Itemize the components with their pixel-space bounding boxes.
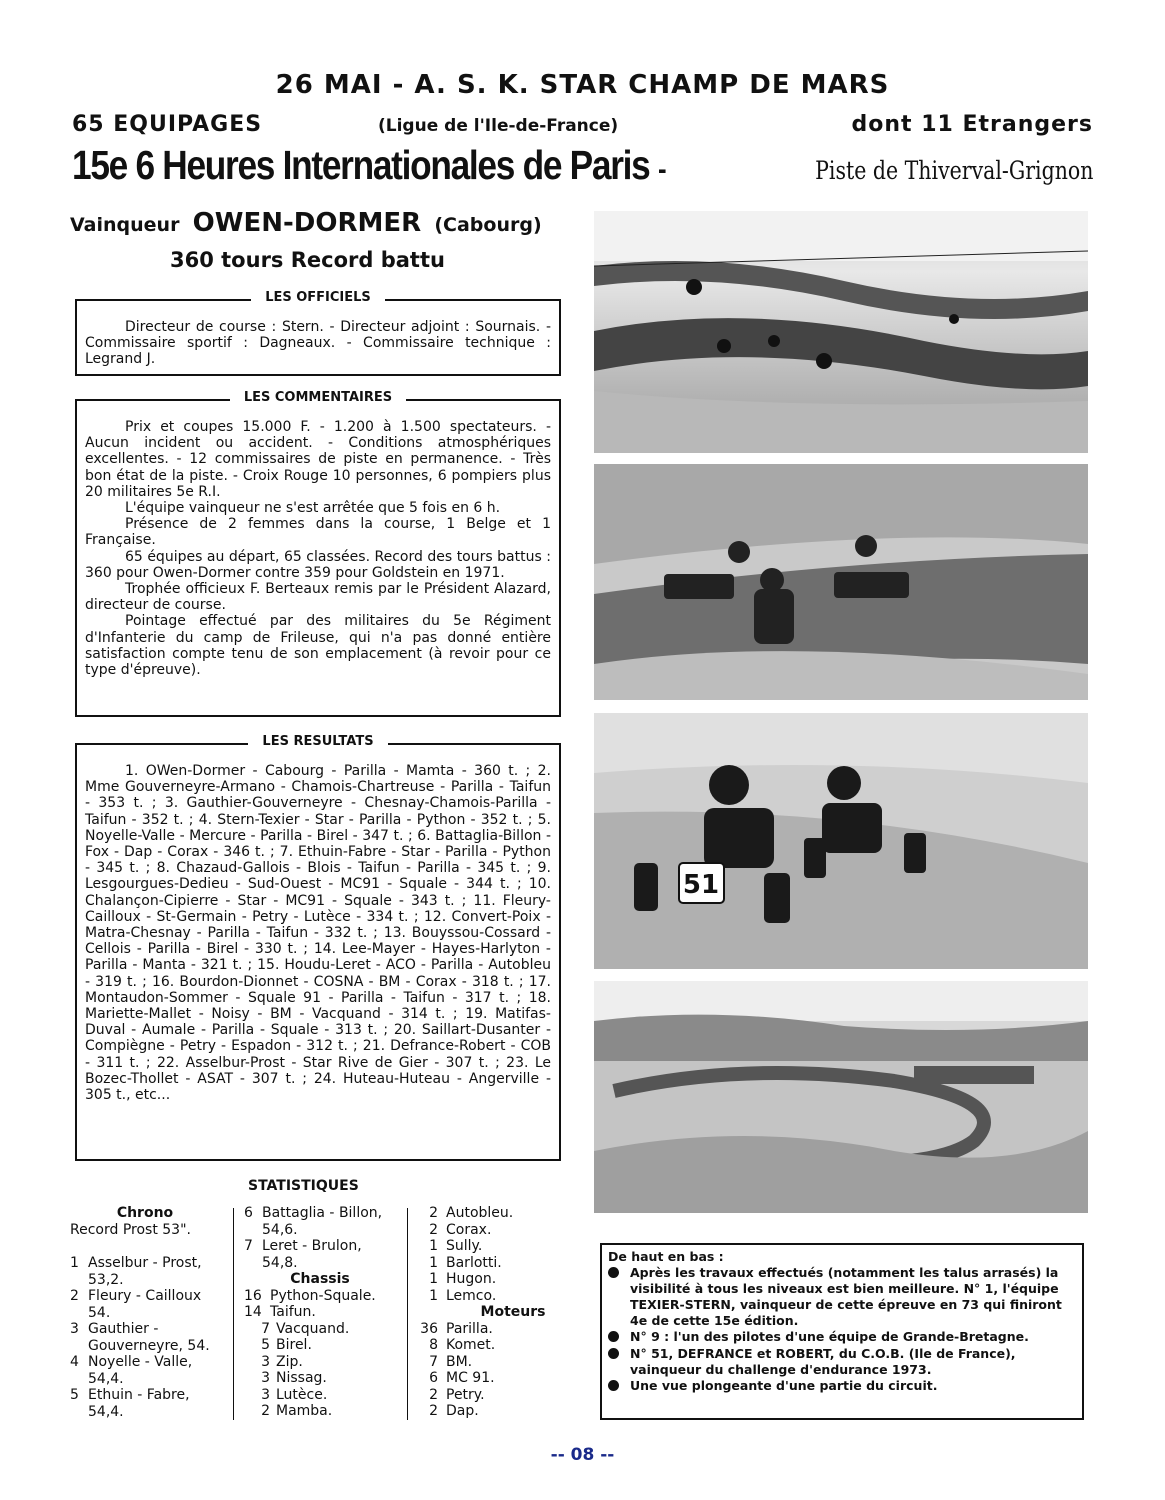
chassis-item: 5 Birel. — [261, 1337, 312, 1353]
caption-item: Après les travaux effectués (notamment les talus arrasés) la visibilité à tous les niveaux est bien meilleure. N° 1, l'équipe TEXIER-STERN, vainqueur de cette épreuve en 73 qui finiront 4e de cette 15e édition. — [608, 1265, 1076, 1329]
header-etrangers: dont 11 Etrangers — [851, 112, 1093, 137]
chassis-item: 3 Nissag. — [261, 1370, 327, 1386]
winner-line: Vainqueur OWEN-DORMER (Cabourg) — [70, 208, 542, 238]
chrono-title: Chrono — [116, 1205, 174, 1221]
chassis-item: 3 Zip. — [261, 1353, 303, 1370]
moteur-item: 8 Komet. — [429, 1337, 496, 1353]
photo-two-karts-bend — [594, 464, 1088, 700]
bullet-icon — [608, 1331, 619, 1342]
caption-title: De haut en bas : — [608, 1249, 724, 1264]
commentaire-paragraph: Trophée officieux F. Berteaux remis par le Président Alazard, directeur de course. — [85, 581, 551, 614]
header-ligue: (Ligue de l'Ile-de-France) — [378, 116, 619, 136]
commentaires-box — [75, 390, 561, 717]
stats-col-middle — [244, 1205, 396, 1420]
chrono-item: 5 Ethuin - Fabre, 54,4. — [70, 1387, 190, 1420]
commentaire-paragraph: Présence de 2 femmes dans la course, 1 Belge et 1 Française. — [85, 516, 551, 549]
stats-col-right — [418, 1205, 568, 1420]
officiels-box — [75, 290, 561, 376]
bullet-icon — [608, 1267, 619, 1278]
commentaires-title: LES COMMENTAIRES — [230, 390, 406, 405]
resultats-title: LES RESULTATS — [248, 734, 387, 749]
chassis-item: 7 Vacquand. — [261, 1320, 350, 1337]
moteurs-title: Moteurs — [480, 1304, 546, 1320]
chrono-record: Record Prost 53". — [70, 1221, 191, 1238]
chrono-item: 1 Asselbur - Prost, 53,2. — [70, 1255, 202, 1288]
chrono-item: 7 Leret - Brulon, 54,8. — [244, 1238, 362, 1271]
chassis-item: 1 Sully. — [429, 1238, 483, 1254]
photo-track-overview — [594, 211, 1088, 453]
caption-item: N° 9 : l'un des pilotes d'une équipe de Grande-Bretagne. — [608, 1329, 1076, 1346]
chassis-title: Chassis — [290, 1271, 350, 1287]
chassis-item: 2 Mamba. — [261, 1403, 333, 1419]
moteur-item: 2 Dap. — [429, 1403, 479, 1419]
chrono-item: 4 Noyelle - Valle, 54,4. — [70, 1354, 193, 1387]
commentaire-paragraph: L'équipe vainqueur ne s'est arrêtée que 5 fois en 6 h. — [125, 500, 501, 517]
chassis-item: 2 Corax. — [429, 1221, 492, 1238]
photo-caption-box — [600, 1243, 1084, 1420]
moteur-item: 2 Petry. — [429, 1386, 485, 1403]
moteur-item: 6 MC 91. — [429, 1370, 495, 1386]
chrono-item: 6 Battaglia - Billon, 54,6. — [244, 1205, 383, 1238]
commentaire-paragraph: Prix et coupes 15.000 F. - 1.200 à 1.500 spectateurs. - Aucun incident ou accident. - Conditions atmosphériques excellentes. - 12 commissaires de piste en permanence. - Très bon état de la piste. - Croix Rouge 10 personnes, 6 pompiers plus 20 militaires 5e R.I. — [85, 419, 551, 500]
page-number: -- 08 -- — [550, 1445, 615, 1465]
commentaire-paragraph: Pointage effectué par des militaires du 5e Régiment d'Infanterie du camp de Frileuse, qui n'a pas donné entière satisfaction compte tenu de son emplacement (à revoir pour ce type d'épreuve). — [85, 613, 551, 679]
resultats-text: 1. OWen-Dormer - Cabourg - Parilla - Mamta - 360 t. ; 2. Mme Gouverneyre-Armano - Chamois-Chartreuse - Parilla - Taifun - 353 t. ; 3. Gauthier-Gouverneyre - Chesnay-Chamois-Parilla - Taifun - 352 t. ; 4. Stern-Texier - Star - Parilla - Python - 352 t. ; 5. Noyelle-Valle - Mercure - Parilla - Birel - 347 t. ; 6. Battaglia-Billon - Fox - Dap - Corax - 346 t. ; 7. Ethuin-Fabre - Star - Parilla - Python - 345 t. ; 8. Chazaud-Gallois - Blois - Taifun - Parilla - 345 t. ; 9. Lesgourgues-Dedieu - Sud-Ouest - MC91 - Squale - 344 t. ; 10. Chalançon-Cipierre - Star - MC91 - Squale - 343 t. ; 11. Fleury-Cailloux - St-Germain - Petry - Lutèce - 334 t. ; 12. Convert-Poix - Matra-Chesnay - Parilla - Taifun - 332 t. ; 13. Bouyssou-Cossard - Cellois - Parilla - Birel - 330 t. ; 14. Lee-Mayer - Hayes-Harlyton - Parilla - Manta - 321 t. ; 15. Houdu-Leret - ACO - Parilla - Autobleu - 319 t. ; 16. Bourdon-Dionnet - COSNA - BM - Corax - 318 t. ; 17. Montaudon-Sommer - Squale 91 - Parilla - Taifun - 317 t. ; 18. Mariette-Mallet - Noisy - BM - Vacquand - 314 t. ; 19. Matifas-Duval - Aumale - Parilla - Squale - 313 t. ; 20. Saillart-Dusanter - Compiègne - Petry - Espadon - 312 t. ; 21. Defrance-Robert - COB - 311 t. ; 22. Asselbur-Prost - Star Rive de Gier - 307 t. ; 23. Le Bozec-Thollet - ASAT - 307 t. ; 24. Huteau-Huteau - Angerville - 305 t., etc... — [85, 763, 551, 1104]
page-subtitle: Piste de Thiverval-Grignon — [814, 156, 1093, 185]
header-equipages: 65 EQUIPAGES — [72, 112, 263, 137]
chrono-item: 3 Gauthier - Gouverneyre, 54. — [70, 1321, 210, 1354]
kart-number-label: 51 — [682, 870, 720, 900]
stats-col-chrono — [70, 1205, 220, 1420]
bullet-icon — [608, 1348, 619, 1359]
resultats-box — [75, 734, 561, 1161]
photo-circuit-aerial — [594, 981, 1088, 1213]
header-date-line: 26 MAI - A. S. K. STAR CHAMP DE MARS — [275, 70, 890, 100]
chassis-item: 3 Lutèce. — [261, 1386, 328, 1403]
page-title: 15e 6 Heures Internationales de Paris - — [72, 142, 666, 188]
caption-item: N° 51, DEFRANCE et ROBERT, du C.O.B. (Ile de France), vainqueur du challenge d'endurance 1973. — [608, 1346, 1076, 1378]
moteur-item: 36 Parilla. — [420, 1320, 493, 1337]
caption-item: Une vue plongeante d'une partie du circuit. — [608, 1378, 1076, 1395]
officiels-title: LES OFFICIELS — [251, 290, 385, 305]
chassis-item: 1 Lemco. — [429, 1287, 497, 1304]
record-line: 360 tours Record battu — [170, 248, 445, 272]
chrono-item: 2 Fleury - Cailloux 54. — [70, 1288, 202, 1321]
chassis-item: 14 Taifun. — [244, 1304, 316, 1320]
chassis-item: 1 Hugon. — [429, 1271, 497, 1287]
chassis-item: 16 Python-Squale. — [244, 1287, 376, 1304]
moteur-item: 7 BM. — [429, 1353, 473, 1370]
commentaire-paragraph: 65 équipes au départ, 65 classées. Record des tours battus : 360 pour Owen-Dormer contre 359 pour Goldstein en 1971. — [85, 548, 551, 581]
stats-divider — [407, 1208, 408, 1420]
chassis-item: 1 Barlotti. — [429, 1254, 502, 1271]
bullet-icon — [608, 1380, 619, 1391]
photo-kart-51 — [594, 713, 1088, 969]
officiels-text: Directeur de course : Stern. - Directeur adjoint : Sournais. - Commissaire sportif : Dagneaux. - Commissaire technique : Legrand J. — [85, 319, 551, 368]
stats-divider — [233, 1208, 234, 1420]
chassis-item: 2 Autobleu. — [429, 1205, 514, 1221]
statistiques-title: STATISTIQUES — [248, 1178, 359, 1194]
